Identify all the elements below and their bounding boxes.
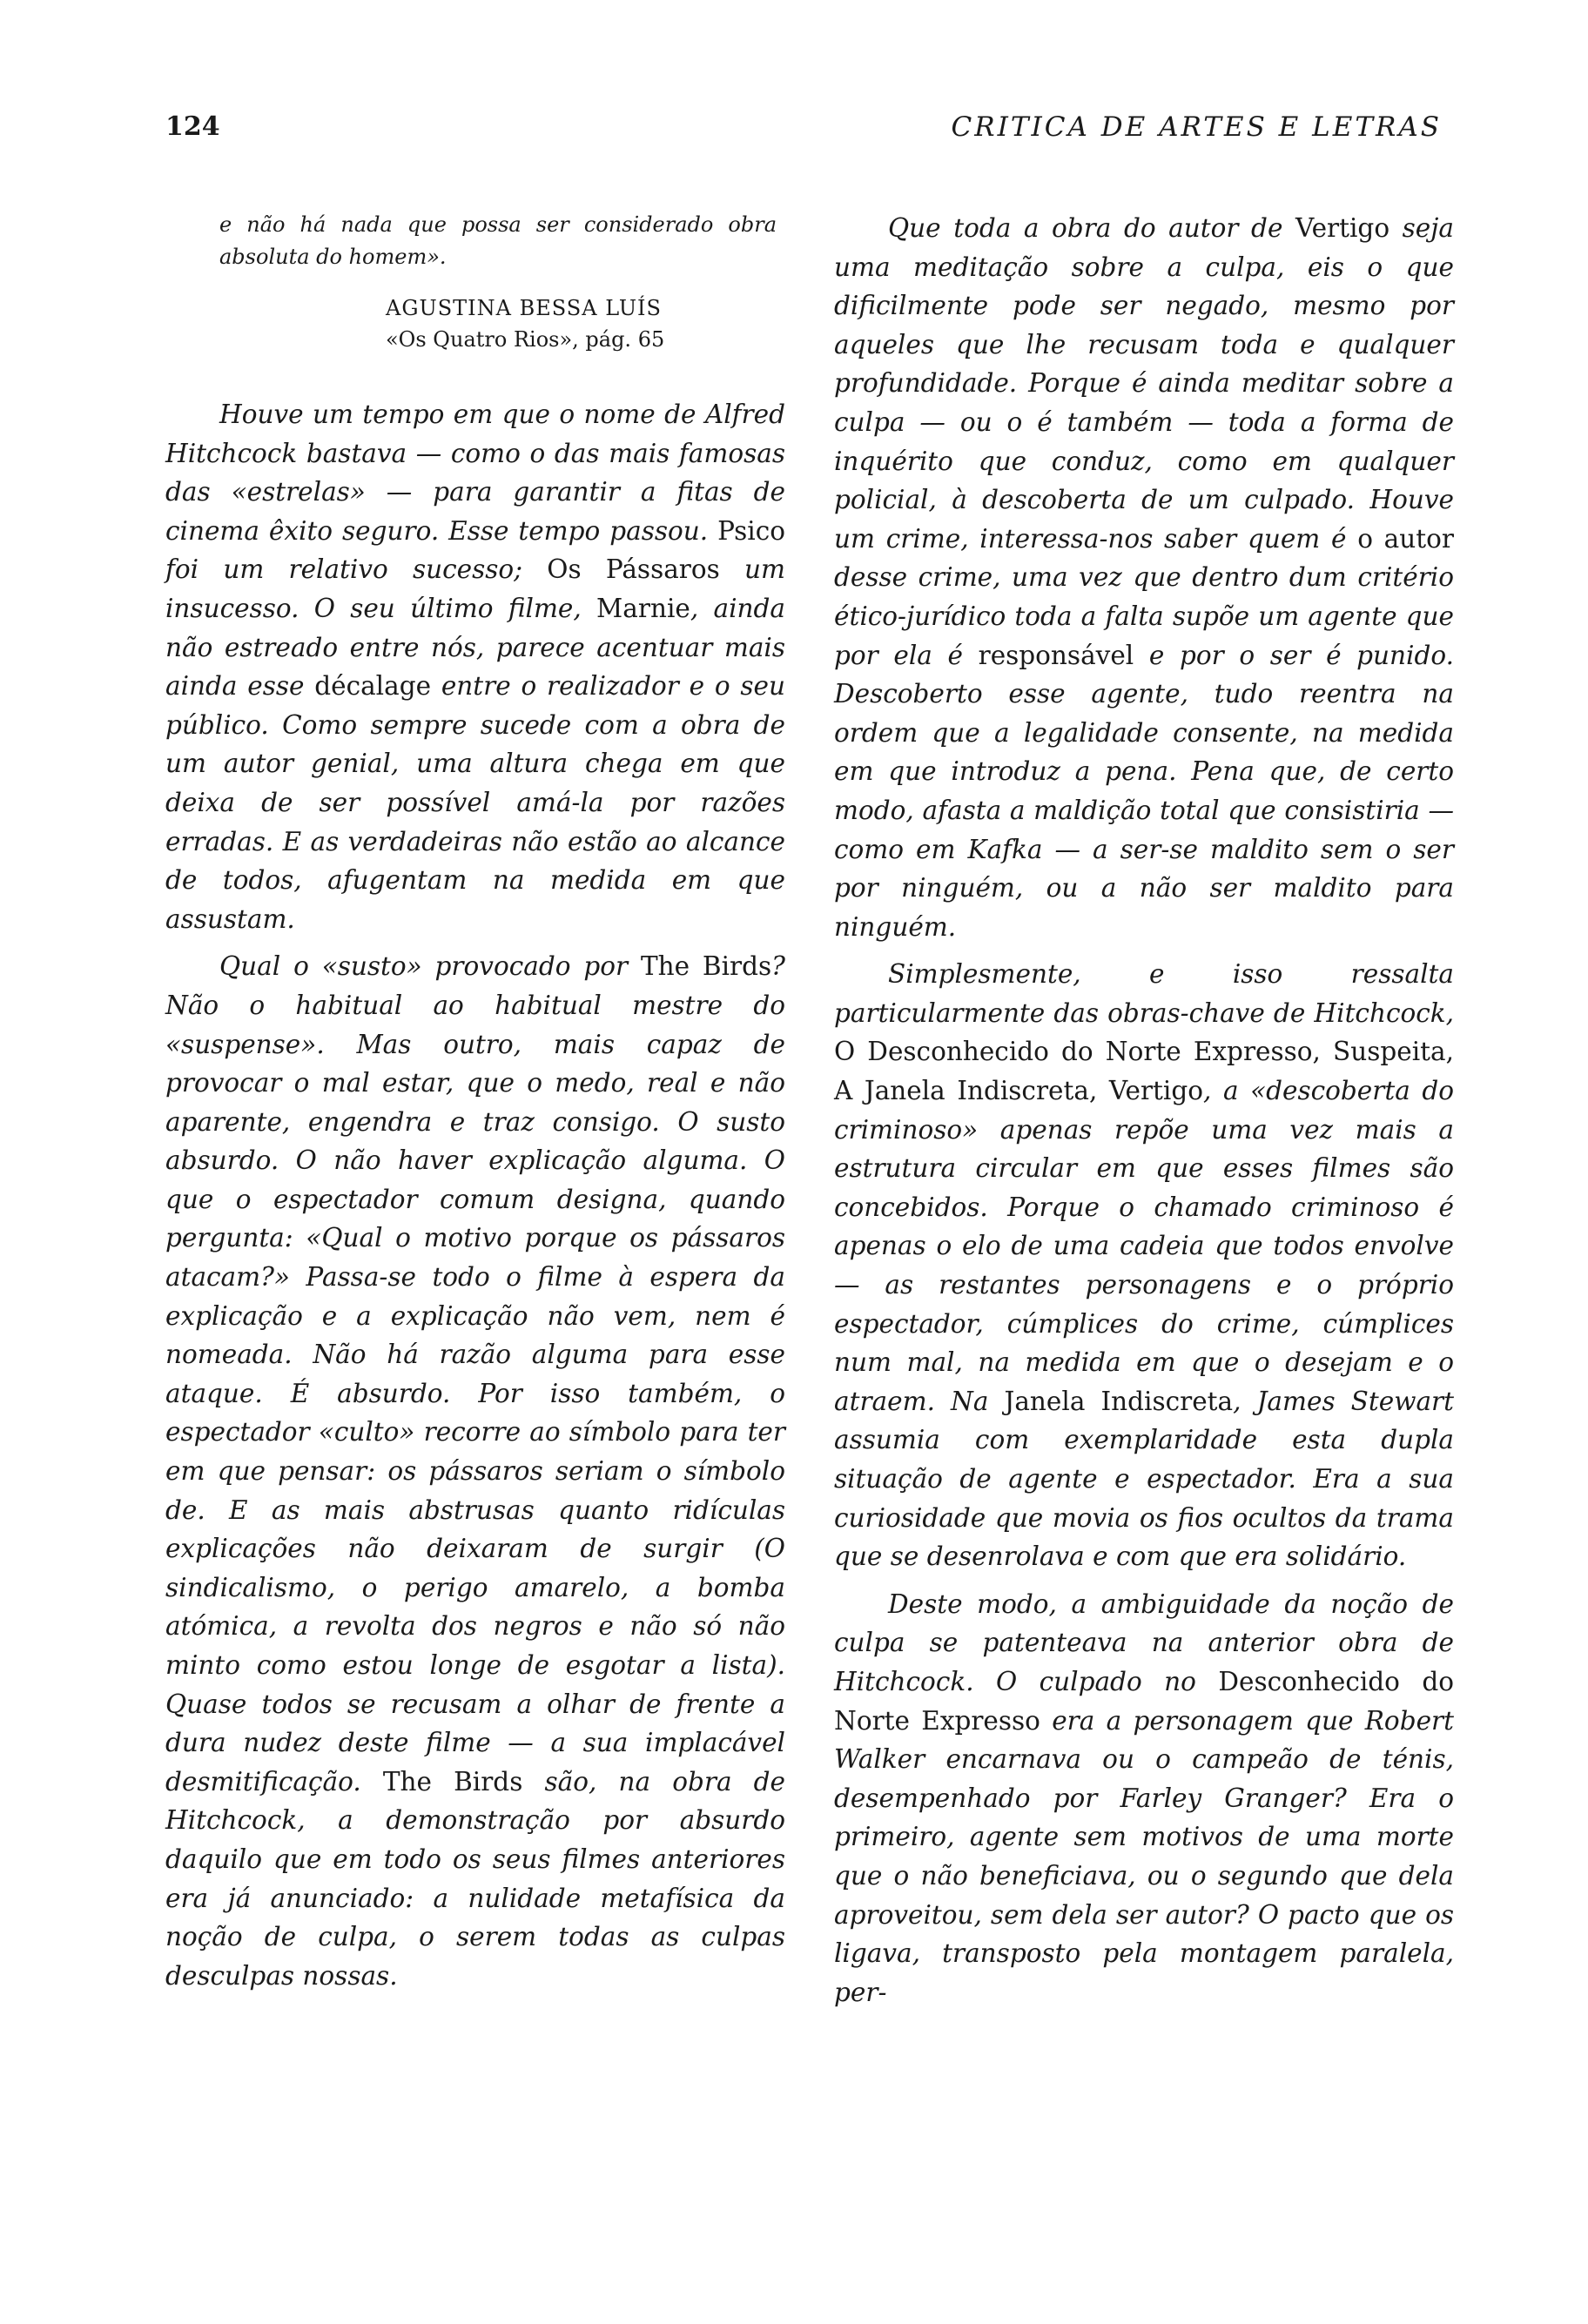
text-run: , James Stewart assumia com exemplaridade esta dupla situação de agente e espectador. Era a sua curiosidade que movia os fios ocultos da trama que se desenrolava e com que era solidário. xyxy=(834,1386,1454,1572)
text-run: , a «descoberta do criminoso» apenas repõe uma vez mais a estrutura circular em que esses filmes são concebidos. Porque o chamado criminoso é apenas o elo de uma cadeia que todos envolve — as restantes personagens e o próprio espectador, cúmplices do crime, cúmplices num mal, na medida em que o desejam e o atraem. Na xyxy=(834,1076,1454,1416)
left-column xyxy=(165,209,785,2004)
text-run: Que toda a obra do autor de xyxy=(888,213,1295,243)
film-title-list: O Desconhecido do Norte Expresso, Suspeita, A Janela Indiscreta, Vertigo xyxy=(834,1037,1454,1106)
film-title: Marnie xyxy=(596,593,690,623)
running-head: CRITICA DE ARTES E LETRAS xyxy=(951,111,1442,143)
film-title: Desconhecido do Norte Expresso xyxy=(834,1666,1454,1736)
text-run: Qual o «susto» provocado por xyxy=(219,951,641,982)
text-run: seja uma meditação sobre a culpa, eis o que dificilmente pode ser negado, mesmo por aqueles que lhe recusam toda e qualquer profundidade. Porque é ainda meditar sobre a culpa — ou o é também — toda a forma de inquérito que conduz, como em qualquer policial, à descoberta de um culpado. Houve um crime, interessa-nos saber quem é xyxy=(834,213,1454,554)
text-run: um insucesso. O seu último filme, xyxy=(165,554,785,623)
text-run: Simplesmente, e isso ressalta particularmente das obras-chave de Hitchcock, xyxy=(834,959,1454,1028)
text-run: entre o realizador e o seu público. Como sempre sucede com a obra de um autor genial, uma altura chega em que deixa de ser possível amá-la por razões erradas. E as verdadeiras não estão ao alcance de todos, afugentam na medida em que assustam. xyxy=(165,671,785,934)
emphasis-term: responsável xyxy=(978,640,1134,670)
text-run: e por o ser é punido. Descoberto esse agente, tudo reentra na ordem que a legalidade consente, na medida em que introduz a pena. Pena que, de certo modo, afasta a maldição total que consistiria — como em Kafka — a ser-se maldito sem o ser por ninguém, ou a não ser maldito para ninguém. xyxy=(834,640,1454,942)
film-title: The Birds xyxy=(640,951,772,982)
film-title: Os Pássaros xyxy=(547,554,720,585)
left-paragraph-1 xyxy=(165,395,785,938)
text-run: desse crime, uma vez que dentro dum critério ético-jurídico toda a falta supõe um agente que por ela é xyxy=(834,562,1454,670)
film-title: Psico xyxy=(717,515,785,546)
text-run: são, na obra de Hitchcock, a demonstração por absurdo daquilo que em todo os seus filmes anteriores era já anunciado: a nulidade metafísica da noção de culpa, o serem todas as culpas desculpas nossas. xyxy=(165,1766,786,1991)
text-run: Deste modo, a ambiguidade da noção de culpa se patenteava na anterior obra de Hitchcock. O culpado no xyxy=(834,1589,1454,1696)
emphasis-term: o autor xyxy=(1357,523,1454,554)
epigraph-attribution xyxy=(386,292,785,355)
film-title: Vertigo xyxy=(1295,213,1390,243)
film-title: The Birds xyxy=(382,1766,523,1797)
right-column xyxy=(834,209,1454,2020)
text-run: foi um relativo sucesso; xyxy=(165,554,548,585)
epigraph-source: «Os Quatro Rios», pág. 65 xyxy=(386,327,665,352)
right-paragraph-3 xyxy=(834,1585,1454,2012)
epigraph-author: AGUSTINA BESSA LUÍS xyxy=(386,296,662,320)
foreign-term: décalage xyxy=(314,671,432,702)
text-run: Houve um tempo em que o nome de Alfred Hitchcock bastava — como o das mais famosas das «estrelas» — para garantir a fitas de cinema êxito seguro. Esse tempo passou. xyxy=(165,400,785,546)
right-paragraph-1 xyxy=(834,209,1454,946)
film-title: Janela Indiscreta xyxy=(1004,1386,1234,1416)
right-paragraph-2 xyxy=(834,955,1454,1576)
text-run: era a personagem que Robert Walker encarnava ou o campeão de ténis, desempenhado por Farley Granger? Era o primeiro, agente sem motivos de uma morte que o não beneficiava, ou o segundo que dela aproveitou, sem dela ser autor? O pacto que os ligava, transposto pela montagem paralela, per- xyxy=(834,1705,1454,2007)
left-paragraph-2 xyxy=(165,947,785,1995)
epigraph-quote: e não há nada que possa ser considerado obra absoluta do homem». xyxy=(219,212,777,269)
text-run: ? Não o habitual ao habitual mestre do «suspense». Mas outro, mais capaz de provocar o mal estar, que o medo, real e não aparente, engendra e traz consigo. O susto absurdo. O não haver explicação alguma. O que o espectador comum designa, quando pergunta: «Qual o motivo porque os pássaros atacam?» Passa-se todo o filme à espera da explicação e a explicação não vem, nem é nomeada. Não há razão alguma para esse ataque. É absurdo. Por isso também, o espectador «culto» recorre ao símbolo para ter em que pensar: os pássaros seriam o símbolo de. E as mais abstrusas quanto ridículas explicações não deixaram de surgir (O sindicalismo, o perigo amarelo, a bomba atómica, a revolta dos negros e não só não minto como estou longe de esgotar a lista). Quase todos se recusam a olhar de frente a dura nudez deste filme — a sua implacável desmitificação. xyxy=(165,951,785,1797)
page-header xyxy=(165,111,1442,155)
text-run: , ainda não estreado entre nós, parece acentuar mais ainda esse xyxy=(165,593,786,702)
page-number: 124 xyxy=(165,111,220,142)
